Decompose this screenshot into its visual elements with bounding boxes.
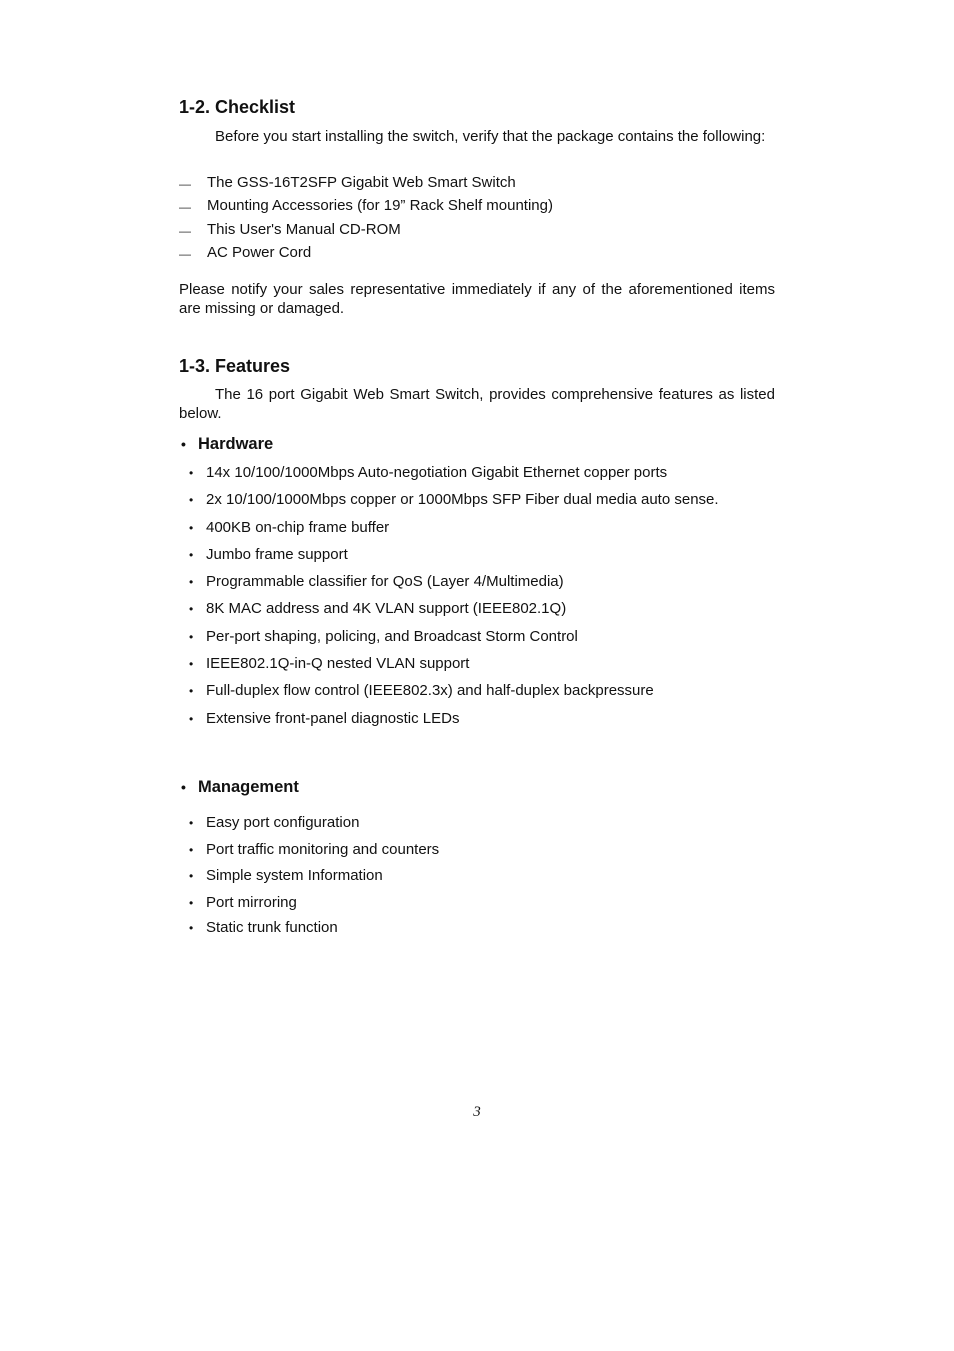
list-item: • Simple system Information bbox=[189, 867, 383, 885]
bullet-icon: • bbox=[189, 711, 194, 726]
bullet-icon: • bbox=[181, 436, 186, 452]
bullet-icon: • bbox=[189, 869, 194, 884]
management-list bbox=[189, 814, 439, 946]
list-item: • Per-port shaping, policing, and Broadcast Storm Control bbox=[189, 627, 578, 645]
checklist-list bbox=[179, 171, 553, 265]
list-item: • 400KB on-chip frame buffer bbox=[189, 518, 390, 536]
list-item: • Port mirroring bbox=[189, 893, 297, 911]
list-item: • 2x 10/100/1000Mbps copper or 1000Mbps SFP Fiber dual media auto sense. bbox=[189, 491, 719, 509]
dash-bullet-icon: — bbox=[179, 177, 191, 191]
list-item: • Programmable classifier for QoS (Layer 4/Multimedia) bbox=[189, 573, 564, 591]
list-item: — Mounting Accessories (for 19” Rack Shelf mounting) bbox=[179, 194, 553, 217]
page-number: 3 bbox=[473, 1104, 481, 1120]
list-item: • Static trunk function bbox=[189, 919, 338, 937]
list-item: • Easy port configuration bbox=[189, 814, 360, 831]
dash-bullet-icon: — bbox=[179, 247, 191, 262]
bullet-icon: • bbox=[189, 921, 194, 936]
bullet-icon: • bbox=[189, 657, 194, 672]
bullet-icon: • bbox=[189, 842, 194, 857]
bullet-icon: • bbox=[189, 466, 194, 480]
checklist-intro: Before you start installing the switch, verify that the package contains the following: bbox=[215, 128, 766, 145]
list-item: — AC Power Cord bbox=[179, 241, 553, 264]
bullet-icon: • bbox=[189, 493, 194, 508]
checklist-notice: Please notify your sales representative immediately if any of the aforementioned items are missing or damaged. bbox=[179, 281, 775, 317]
list-item: • 14x 10/100/1000Mbps Auto-negotiation Gigabit Ethernet copper ports bbox=[189, 464, 668, 481]
list-item: — This User's Manual CD-ROM bbox=[179, 218, 553, 241]
dash-bullet-icon: — bbox=[179, 200, 191, 215]
bullet-icon: • bbox=[189, 575, 194, 590]
management-heading: • Management bbox=[181, 778, 299, 796]
hardware-heading: • Hardware bbox=[181, 435, 274, 453]
bullet-icon: • bbox=[189, 895, 194, 910]
hardware-list bbox=[189, 464, 719, 737]
list-item: • Full-duplex flow control (IEEE802.3x) and half-duplex backpressure bbox=[189, 682, 654, 700]
list-item: — The GSS-16T2SFP Gigabit Web Smart Switch bbox=[179, 171, 553, 194]
bullet-icon: • bbox=[189, 684, 194, 699]
bullet-icon: • bbox=[189, 602, 194, 617]
list-item: • 8K MAC address and 4K VLAN support (IEEE802.1Q) bbox=[189, 600, 567, 618]
features-intro: The 16 port Gigabit Web Smart Switch, provides comprehensive features as listed below. bbox=[179, 386, 775, 422]
list-item: • Jumbo frame support bbox=[189, 545, 348, 563]
bullet-icon: • bbox=[189, 629, 194, 644]
features-heading: 1-3. Features bbox=[179, 356, 291, 376]
bullet-icon: • bbox=[181, 779, 186, 795]
bullet-icon: • bbox=[189, 520, 194, 535]
list-item: • Extensive front-panel diagnostic LEDs bbox=[189, 709, 460, 727]
bullet-icon: • bbox=[189, 547, 194, 562]
bullet-icon: • bbox=[189, 816, 194, 830]
list-item: • Port traffic monitoring and counters bbox=[189, 840, 440, 858]
list-item: • IEEE802.1Q-in-Q nested VLAN support bbox=[189, 655, 470, 673]
checklist-heading: 1-2. Checklist bbox=[179, 97, 296, 117]
dash-bullet-icon: — bbox=[179, 223, 191, 238]
